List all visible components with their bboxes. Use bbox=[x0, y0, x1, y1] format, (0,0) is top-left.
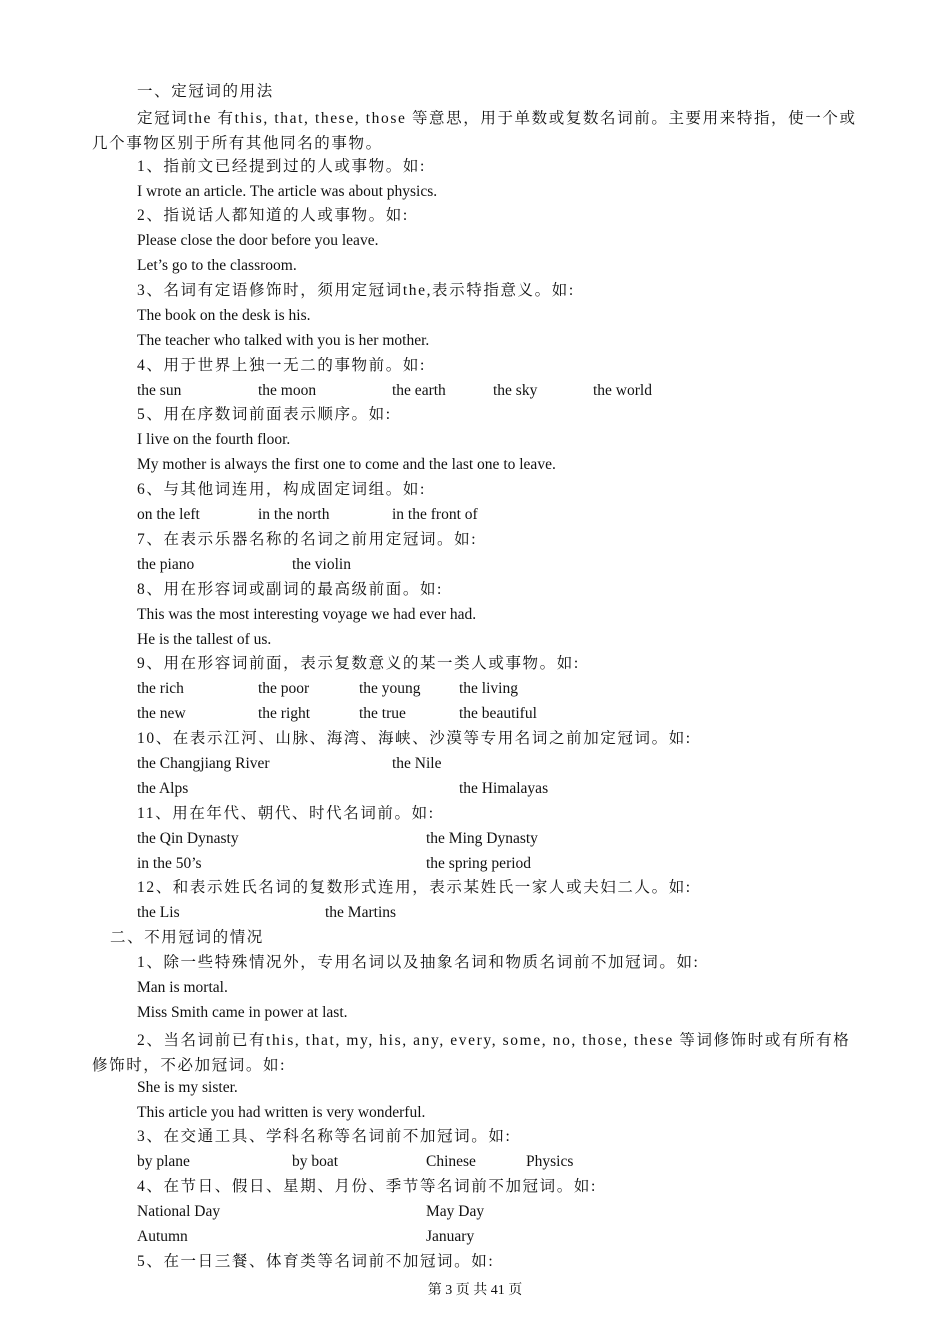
document-page: 一、定冠词的用法 定冠词the 有this, that, these, those 等意思，用于单数或复数名词前。主要用来特指，使一个或几个事物区别于所有其他同名的事物。 1、指前文已经提到过的人或事物。如: I wrote an article. The article was about physics. 2、指说话人都知道的人或事物。如: Please close the door before you leave. Let’s go to the classroom. 3、名词有定语修饰时，须用定冠词the,表示特指意义。如: The book on the desk is his. The teacher who talked with you is her mother. 4、用于世界上独一无二的事物前。如: the sun the moon the earth the sky the world 5、用在序数词前面表示顺序。如: I live on the fourth floor. My mother is always the first one to come and the last one to leave. 6、与其他词连用，构成固定词组。如: on the left in the north in the front of 7、在表示乐器名称的名词之前用定冠词。如: the piano the violin 8、用在形容词或副词的最高级前面。如: This was the most interesting voyage we had ever had. He is the tallest of us. 9、用在形容词前面，表示复数意义的某一类人或事物。如: the rich the poor the young the living the new the right the true the beautiful 10、在表示江河、山脉、海湾、海峡、沙漠等专用名词之前加定冠词。如: the Changjiang River the Nile the Alps the Himalayas 11、用在年代、朝代、时代名词前。如: the Qin Dynasty the Ming Dynasty in the 50’s the spring period 12、和表示姓氏名词的复数形式连用，表示某姓氏一家人或夫妇二人。如: the Lis the Martins 二、不用冠词的情况 1、除一些特殊情况外，专用名词以及抽象名词和物质名词前不加冠词。如: Man is mortal. Miss Smith came in power at last. 2、当名词前已有this, that, my, his, any, every, some, no, those, these 等词修饰时或有所有格修饰时，不必加冠词。如: She is my sister. This article you had written is very wonderful. 3、在交通工具、学科名称等名词前不加冠词。如: by plane by boat Chinese Physics 4、在节日、假日、星期、月份、季节等名词前不加冠词。如: National Day May Day Autumn January 5、在一日三餐、体育类等名词前不加冠词。如: 第 3 页 共 41 页 bbox=[0, 0, 950, 1344]
page-footer: 第 3 页 共 41 页 bbox=[427, 1283, 523, 1298]
section-intro: 定冠词the 有this, that, these, those 等意思，用于单数或复数名词前。主要用来特指，使一个或几个事物区别于所有其他同名的事物。 bbox=[92, 110, 857, 152]
rule-title: 2、当名词前已有this, that, my, his, any, every, some, no, those, these 等词修饰时或有所有格修饰时，不必加冠词。如: bbox=[92, 1032, 851, 1074]
